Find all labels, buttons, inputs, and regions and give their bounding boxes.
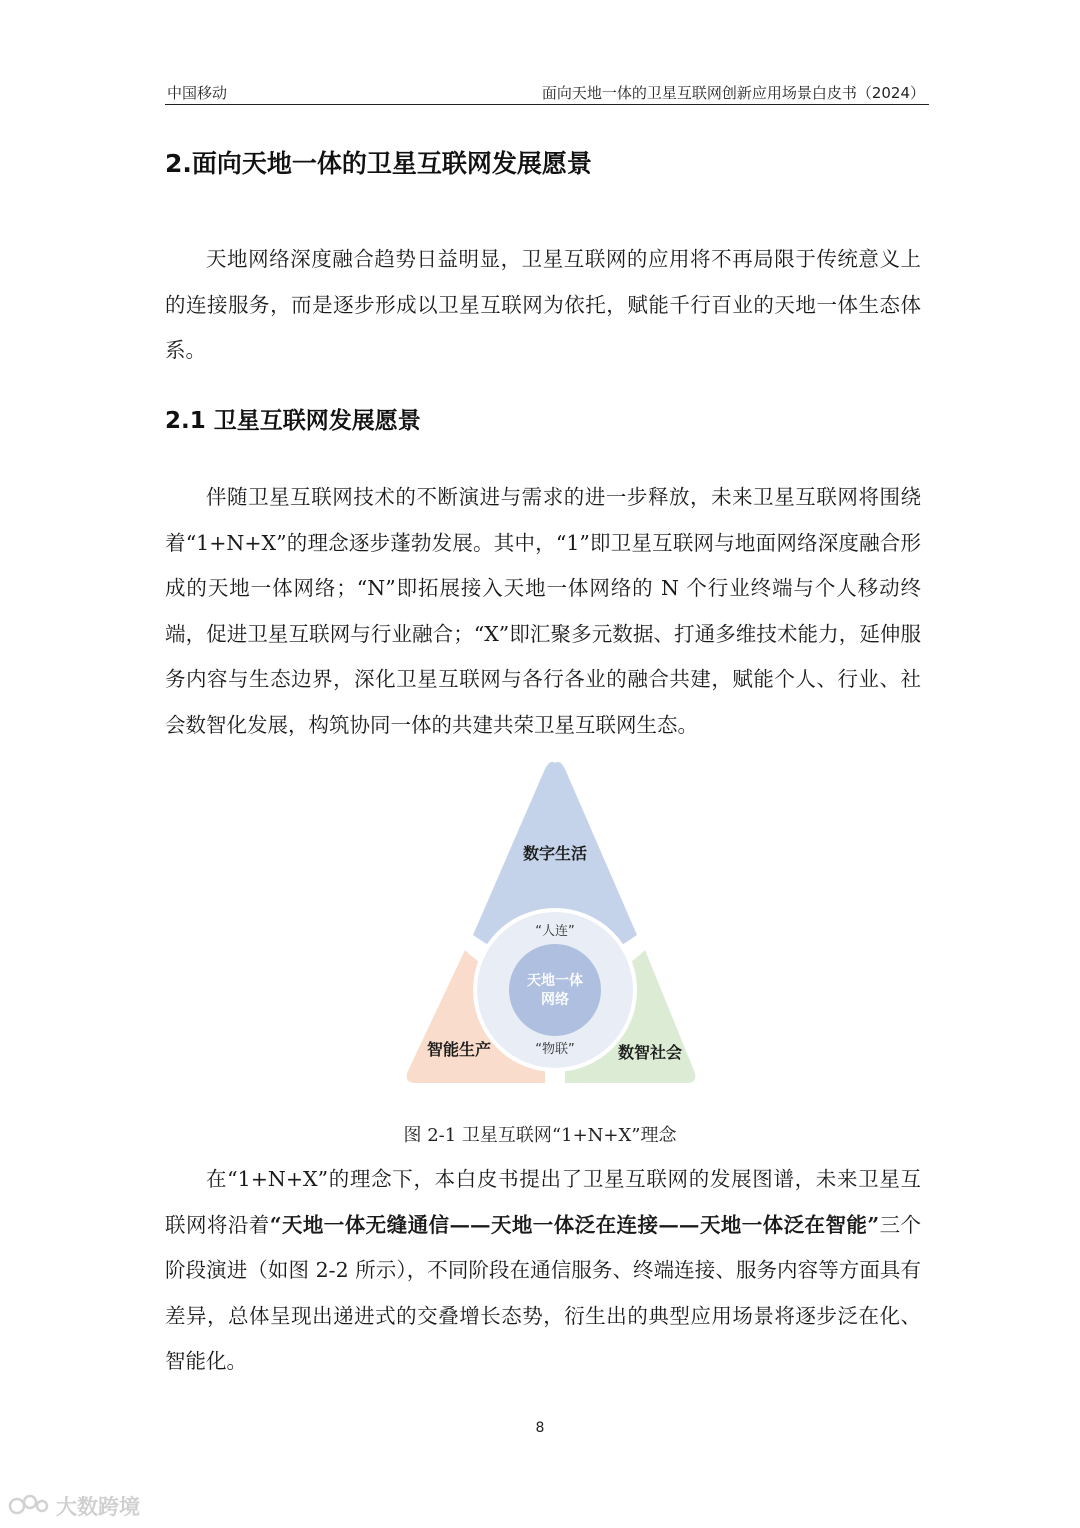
header-doc-title: 面向天地一体的卫星互联网创新应用场景白皮书（2024） — [541, 84, 925, 102]
diagram-ring-top: “人连” — [535, 924, 575, 939]
vision-diagram — [395, 755, 705, 1090]
section-title: 2.面向天地一体的卫星互联网发展愿景 — [165, 149, 592, 178]
watermark-text: 大数跨境 — [56, 1495, 140, 1519]
diagram-center — [509, 944, 601, 1036]
subsection-title: 2.1 卫星互联网发展愿景 — [165, 408, 421, 434]
diagram-label-top: 数字生活 — [522, 844, 588, 863]
page-number: 8 — [535, 1420, 545, 1436]
final-paragraph — [165, 1157, 921, 1385]
diagram-center-line1: 天地一体 — [527, 973, 583, 989]
final-paragraph-part2: 三个阶段演进（如图 2-2 所示），不同阶段在通信服务、终端连接、服务内容等方面具有差异，总体呈现出递进式的交叠增长态势，衍生出的典型应用场景将逐步泛在化、智能化。 — [165, 1212, 922, 1373]
diagram-ring-bottom: “物联” — [535, 1042, 575, 1057]
diagram-label-right: 数智社会 — [617, 1043, 683, 1062]
figure-caption: 图 2-1 卫星互联网“1+N+X”理念 — [403, 1125, 677, 1146]
vision-paragraph: 伴随卫星互联网技术的不断演进与需求的进一步释放，未来卫星互联网将围绕着“1+N+X”的理念逐步蓬勃发展。其中，“1”即卫星互联网与地面网络深度融合形成的天地一体网络；“N”即拓展接入天地一体网络的 N 个行业终端与个人移动终端，促进卫星互联网与行业融合；“X”即汇聚多元数据、打通多维技术能力，延伸服务内容与生态边界，深化卫星互联网与各行各业的融合共建，赋能个人、行业、社会数智化发展，构筑协同一体的共建共荣卫星互联网生态。 — [165, 485, 921, 737]
diagram-center-line2: 网络 — [541, 992, 569, 1008]
intro-paragraph: 天地网络深度融合趋势日益明显，卫星互联网的应用将不再局限于传统意义上的连接服务，而是逐步形成以卫星互联网为依托，赋能千行百业的天地一体生态体系。 — [165, 247, 921, 362]
diagram-label-left: 智能生产 — [426, 1040, 492, 1059]
header-org: 中国移动 — [167, 84, 228, 102]
watermark — [8, 1488, 158, 1524]
page-header — [165, 76, 929, 105]
final-paragraph-part1: 在“1+N+X”的理念下，本白皮书提出了卫星互联网的发展图谱，未来卫星互联网将沿着 — [165, 1167, 921, 1237]
final-paragraph-bold: “天地一体无缝通信——天地一体泛在连接——天地一体泛在智能” — [269, 1212, 880, 1237]
watermark-logo-icon — [8, 1492, 52, 1520]
